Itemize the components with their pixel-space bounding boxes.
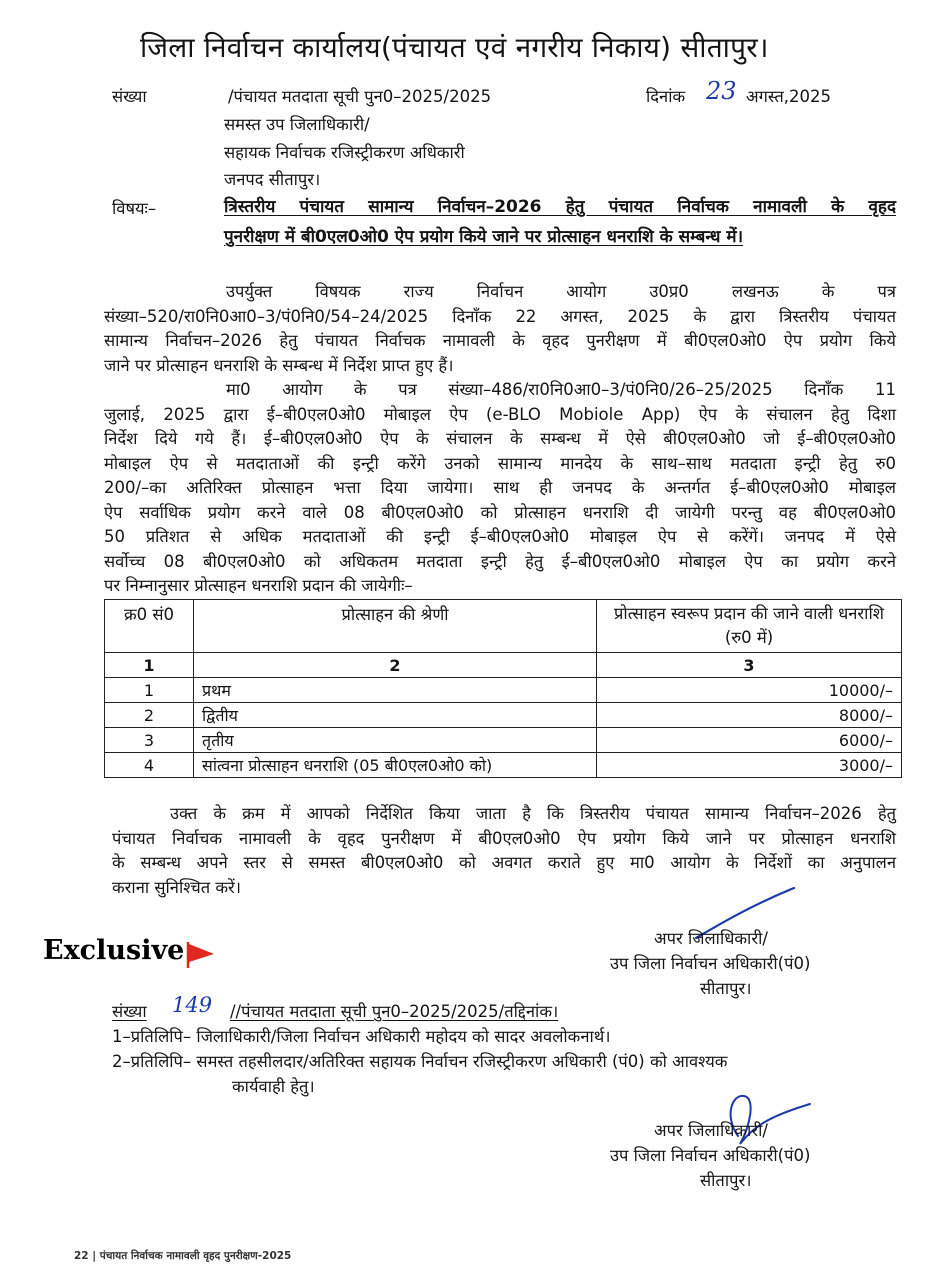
para1-line: सामान्य निर्वाचन–2026 हेतु पंचायत निर्वाचक नामावली के वृहद पुनरीक्षण में बी0एल0ओ0 ऐप प्रयोग किये — [104, 331, 896, 350]
header-category: प्रोत्साहन की श्रेणी — [194, 600, 597, 653]
addressee-line-2: सहायक निर्वाचक रजिस्ट्रीकरण अधिकारी — [224, 143, 465, 162]
table-numbering-row — [105, 653, 902, 678]
para2-line: मा0 आयोग के पत्र संख्या–486/रा0नि0आ0–3/पं0नि0/26–25/2025 दिनाँक 11 — [226, 380, 896, 399]
signatory-place-2: सीतापुर। — [700, 1171, 752, 1190]
ref-number: /पंचायत मतदाता सूची पुन0–2025/2025 — [228, 87, 492, 106]
row-category: तृतीय — [194, 728, 597, 753]
para2-line: पर निम्नानुसार प्रोत्साहन धनराशि प्रदान की जायेगीः– — [104, 576, 413, 595]
signatory-designation: अपर जिलाधिकारी/ — [654, 929, 768, 948]
para1-line: उपर्युक्त विषयक राज्य निर्वाचन आयोग उ0प्र0 लखनऊ के पत्र — [226, 282, 896, 301]
para2-line: मोबाइल ऐप से मतदाताओं की इन्ट्री करेंगे उनको सामान्य मानदेय के साथ–साथ मतदाता इन्ट्री हेतु रु0 — [104, 453, 896, 473]
date-label: दिनांक — [646, 87, 686, 106]
subject-line-2: पुनरीक्षण में बी0एल0ओ0 ऐप प्रयोग किये जाने पर प्रोत्साहन धनराशि के सम्बन्ध में। — [224, 227, 744, 247]
date-day-handwritten: 23 — [706, 77, 737, 105]
row-category: सांत्वना प्रोत्साहन धनराशि (05 बी0एल0ओ0 को) — [194, 753, 597, 778]
exclusive-badge: Exclusive — [43, 935, 185, 966]
copy-line-2: 2–प्रतिलिपि– समस्त तहसीलदार/अतिरिक्त सहायक निर्वाचन रजिस्ट्रीकरण अधिकारी (पं0) को आवश्यक — [112, 1052, 728, 1071]
incentive-table — [104, 599, 902, 778]
signatory-designation-2: अपर जिलाधिकारी/ — [654, 1121, 768, 1140]
table-header-row — [105, 600, 902, 653]
column-number: 1 — [105, 653, 194, 678]
header-serial: क्र0 सं0 — [105, 600, 194, 653]
para2-line: सर्वोच्च 08 बी0एल0ओ0 को अधिकतम मतदाता इन्ट्री हेतु ई–बी0एल0ओ0 मोबाइल ऐप का प्रयोग करने — [104, 551, 896, 571]
body-paragraph-1 — [104, 280, 896, 378]
ref-label: संख्या — [112, 87, 147, 106]
row-amount: 6000/– — [597, 728, 902, 753]
para2-line: निर्देश दिये गये हैं। ई–बी0एल0ओ0 ऐप के संचालन के सम्बन्ध में ऐसे बी0एल0ओ0 जो ई–बी0एल0ओ0 — [104, 429, 896, 448]
table-row — [105, 678, 902, 703]
row-serial: 4 — [105, 753, 194, 778]
date-month-year: अगस्त,2025 — [746, 87, 831, 106]
para3-line: उक्त के क्रम में आपको निर्देशित किया जाता है कि त्रिस्तरीय पंचायत सामान्य निर्वाचन–2026 हेतु — [170, 804, 896, 823]
copy-line-1: 1–प्रतिलिपि– जिलाधिकारी/जिला निर्वाचन अधिकारी महोदय को सादर अवलोकनार्थ। — [112, 1027, 611, 1046]
para2-line: जुलाई, 2025 द्वारा ई–बी0एल0ओ0 मोबाइल ऐप (e-BLO Mobiole App) ऐप के संचालन हेतु दिशा — [104, 404, 896, 424]
column-number: 3 — [597, 653, 902, 678]
row-amount: 8000/– — [597, 703, 902, 728]
row-category: द्वितीय — [194, 703, 597, 728]
row-amount: 10000/– — [597, 678, 902, 703]
para2-line: 200/–का अतिरिक्त प्रोत्साहन भत्ता दिया जायेगा। साथ ही जनपद के अन्तर्गत ई–बी0एल0ओ0 मोबाइल — [104, 478, 896, 497]
row-serial: 1 — [105, 678, 194, 703]
table-row — [105, 753, 902, 778]
subject-label: विषयः– — [112, 199, 157, 218]
header-amount: प्रोत्साहन स्वरूप प्रदान की जाने वाली धनराशि (रु0 में) — [597, 600, 902, 653]
copy-ref-label: संख्या — [112, 1002, 147, 1021]
addressee-line-1: समस्त उप जिलाधिकारी/ — [224, 115, 370, 134]
copy-ref-number-handwritten: 149 — [172, 993, 213, 1017]
para3-line: कराना सुनिश्चित करें। — [112, 877, 242, 897]
para2-line: ऐप सर्वाधिक प्रयोग करने वाले 08 बी0एल0ओ0 को प्रोत्साहन धनराशि दी जायेगी परन्तु वह बी0एल0ओ0 — [104, 502, 896, 522]
para1-line: संख्या–520/रा0नि0आ0–3/पं0नि0/54–24/2025 दिनाँक 22 अगस्त, 2025 के द्वारा त्रिस्तरीय पंचायत — [104, 306, 896, 326]
para3-line: के सम्बन्ध अपने स्तर से समस्त बी0एल0ओ0 को अवगत कराते हुए मा0 आयोग के निर्देशों का अनुपालन — [112, 853, 896, 872]
copy-ref-text: //पंचायत मतदाता सूची पुन0–2025/2025/तद्दिनांक। — [230, 1002, 559, 1021]
row-serial: 2 — [105, 703, 194, 728]
signatory-office: उप जिला निर्वाचन अधिकारी(पं0) — [610, 954, 811, 973]
copy-line-2-continued: कार्यवाही हेतु। — [232, 1077, 315, 1096]
row-amount: 3000/– — [597, 753, 902, 778]
row-category: प्रथम — [194, 678, 597, 703]
page-footer: 22 | पंचायत निर्वाचक नामावली वृहद पुनरीक्षण-2025 — [74, 1250, 292, 1262]
addressee-line-3: जनपद सीतापुर। — [224, 170, 321, 189]
para1-line: जाने पर प्रोत्साहन धनराशि के सम्बन्ध में निर्देश प्राप्त हुए हैं। — [104, 355, 454, 375]
signatory-office-2: उप जिला निर्वाचन अधिकारी(पं0) — [610, 1146, 811, 1165]
red-flag-icon — [184, 940, 218, 970]
para3-line: पंचायत निर्वाचक नामावली के वृहद पुनरीक्षण में बी0एल0ओ0 ऐप प्रयोग किये जाने पर प्रोत्साहन धनराशि — [112, 828, 896, 848]
row-serial: 3 — [105, 728, 194, 753]
para2-line: 50 प्रतिशत से अधिक मतदाताओं की इन्ट्री ई–बी0एल0ओ0 मोबाइल ऐप से करेंगें। जनपद में ऐसे — [104, 527, 896, 546]
table-row — [105, 728, 902, 753]
column-number: 2 — [194, 653, 597, 678]
subject-line-1: त्रिस्तरीय पंचायत सामान्य निर्वाचन–2026 हेतु पंचायत निर्वाचक नामावली के वृहद — [224, 197, 896, 217]
body-paragraph-2 — [104, 378, 896, 599]
signatory-place: सीतापुर। — [700, 979, 752, 998]
office-title: जिला निर्वाचन कार्यालय(पंचायत एवं नगरीय निकाय) सीतापुर। — [140, 31, 769, 64]
table-row — [105, 703, 902, 728]
